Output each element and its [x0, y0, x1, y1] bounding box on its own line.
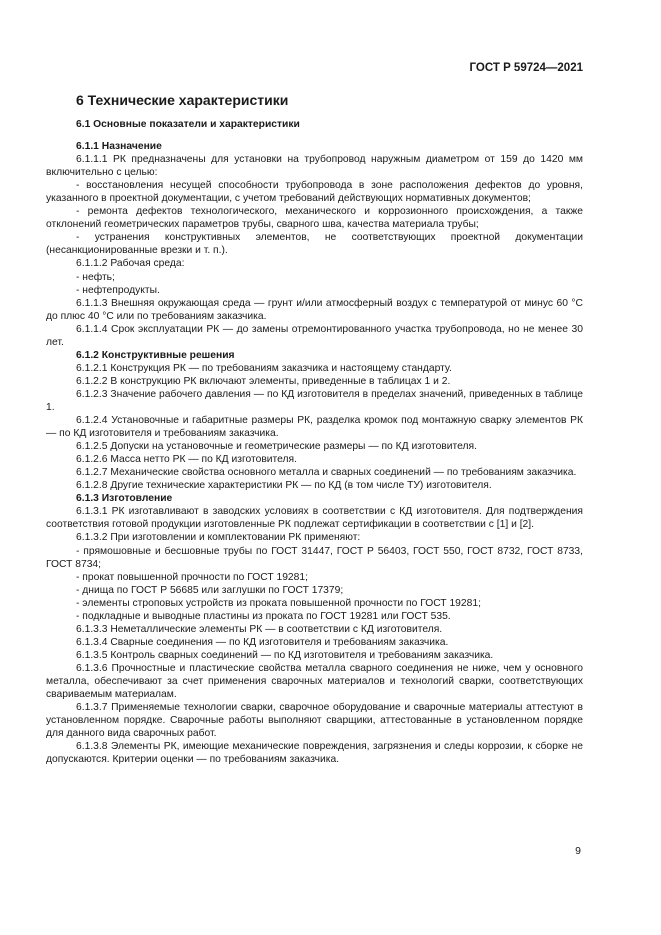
paragraph: 6.1.2.2 В конструкцию РК включают элементы, приведенные в таблицах 1 и 2. — [76, 375, 451, 387]
document-body — [46, 118, 583, 766]
paragraph: 6.1.3.7 Применяемые технологии сварки, сварочное оборудование и сварочные материалы аттестуют в установленном порядке. Сварочные работы выполняют сварщики, аттестованные в установленном порядке для данного вида сварочных работ. — [46, 702, 583, 740]
heading-design: 6.1.2 Конструктивные решения — [76, 349, 235, 361]
list-item: - восстановления несущей способности трубопровода в зоне расположения дефектов до уровня, указанного в проектной документации, с учетом требований действующих нормативных документов; — [46, 180, 583, 205]
list-item: - прямошовные и бесшовные трубы по ГОСТ 31447, ГОСТ Р 56403, ГОСТ 550, ГОСТ 8732, ГОСТ 8733, ГОСТ 8734; — [46, 545, 583, 570]
list-item: - ремонта дефектов технологического, механического и коррозионного происхождения, а также отклонений геометрических параметров трубы, сварного шва, качества материала трубы; — [46, 206, 583, 231]
paragraph: 6.1.3.3 Неметаллические элементы РК — в соответствии с КД изготовителя. — [76, 623, 443, 635]
list-item: - нефтепродукты. — [76, 284, 160, 296]
section-title: 6 Технические характеристики — [76, 92, 289, 108]
paragraph: 6.1.2.1 Конструкция РК — по требованиям заказчика и настоящему стандарту. — [76, 362, 452, 374]
paragraph: 6.1.2.6 Масса нетто РК — по КД изготовителя. — [76, 454, 297, 466]
paragraph: 6.1.1.2 Рабочая среда: — [76, 258, 185, 270]
paragraph: 6.1.2.5 Допуски на установочные и геометрические размеры — по КД изготовителя. — [76, 441, 477, 453]
list-item: - элементы строповых устройств из проката повышенной прочности по ГОСТ 19281; — [76, 597, 481, 609]
paragraph: 6.1.2.3 Значение рабочего давления — по КД изготовителя в пределах значений, приведенных в таблице 1. — [46, 388, 583, 413]
list-item: - прокат повышенной прочности по ГОСТ 19281; — [76, 571, 308, 583]
paragraph: 6.1.3.8 Элементы РК, имеющие механические повреждения, загрязнения и следы коррозии, к сборке не допускаются. Критерии оценки — по требованиям заказчика. — [46, 741, 583, 766]
paragraph: 6.1.1.1 РК предназначены для установки на трубопровод наружным диаметром от 159 до 1420 мм включительно с целью: — [46, 154, 583, 179]
paragraph: 6.1.2.4 Установочные и габаритные размеры РК, разделка кромок под монтажную сварку элементов РК — по КД изготовителя и требованиям заказчика. — [46, 415, 583, 440]
list-item: - устранения конструктивных элементов, не соответствующих проектной документации (несанкционированные врезки и т. п.). — [46, 232, 583, 257]
paragraph: 6.1.1.4 Срок эксплуатации РК — до замены отремонтированного участка трубопровода, но не менее 30 лет. — [46, 323, 583, 348]
page-number: 9 — [575, 845, 581, 857]
paragraph: 6.1.3.1 РК изготавливают в заводских условиях в соответствии с КД изготовителя. Для подтверждения соответствия готовой продукции изготовленные РК подлежат сертификации в соответствии с [1] и [2]. — [46, 506, 583, 531]
paragraph: 6.1.3.5 Контроль сварных соединений — по КД изготовителя и требованиям заказчика. — [76, 649, 494, 661]
heading-manufacturing: 6.1.3 Изготовление — [76, 493, 173, 505]
paragraph: 6.1.2.8 Другие технические характеристики РК — по КД (в том числе ТУ) изготовителя. — [76, 480, 492, 492]
paragraph: 6.1.3.6 Прочностные и пластические свойства металла сварного соединения не ниже, чем у основного металла, обеспечивают за счет применения сварочных материалов и технологий сварки, соответствующих свариваемым материалам. — [46, 662, 583, 701]
subsection-title: 6.1 Основные показатели и характеристики — [76, 119, 300, 130]
list-item: - днища по ГОСТ Р 56685 или заглушки по ГОСТ 17379; — [76, 584, 344, 596]
paragraph: 6.1.3.4 Сварные соединения — по КД изготовителя и требованиям заказчика. — [76, 636, 449, 648]
paragraph: 6.1.3.2 При изготовлении и комплектовании РК применяют: — [76, 532, 361, 544]
heading-purpose: 6.1.1 Назначение — [76, 141, 162, 153]
list-item: - нефть; — [76, 271, 115, 283]
paragraph: 6.1.2.7 Механические свойства основного металла и сварных соединений — по требованиям заказчика. — [76, 467, 577, 479]
list-item: - подкладные и выводные пластины из проката по ГОСТ 19281 или ГОСТ 535. — [76, 610, 451, 622]
standard-code: ГОСТ Р 59724—2021 — [469, 62, 583, 74]
paragraph: 6.1.1.3 Внешняя окружающая среда — грунт и/или атмосферный воздух с температурой от минус 60 °С до плюс 40 °С или по требованиям заказчика. — [46, 297, 583, 322]
